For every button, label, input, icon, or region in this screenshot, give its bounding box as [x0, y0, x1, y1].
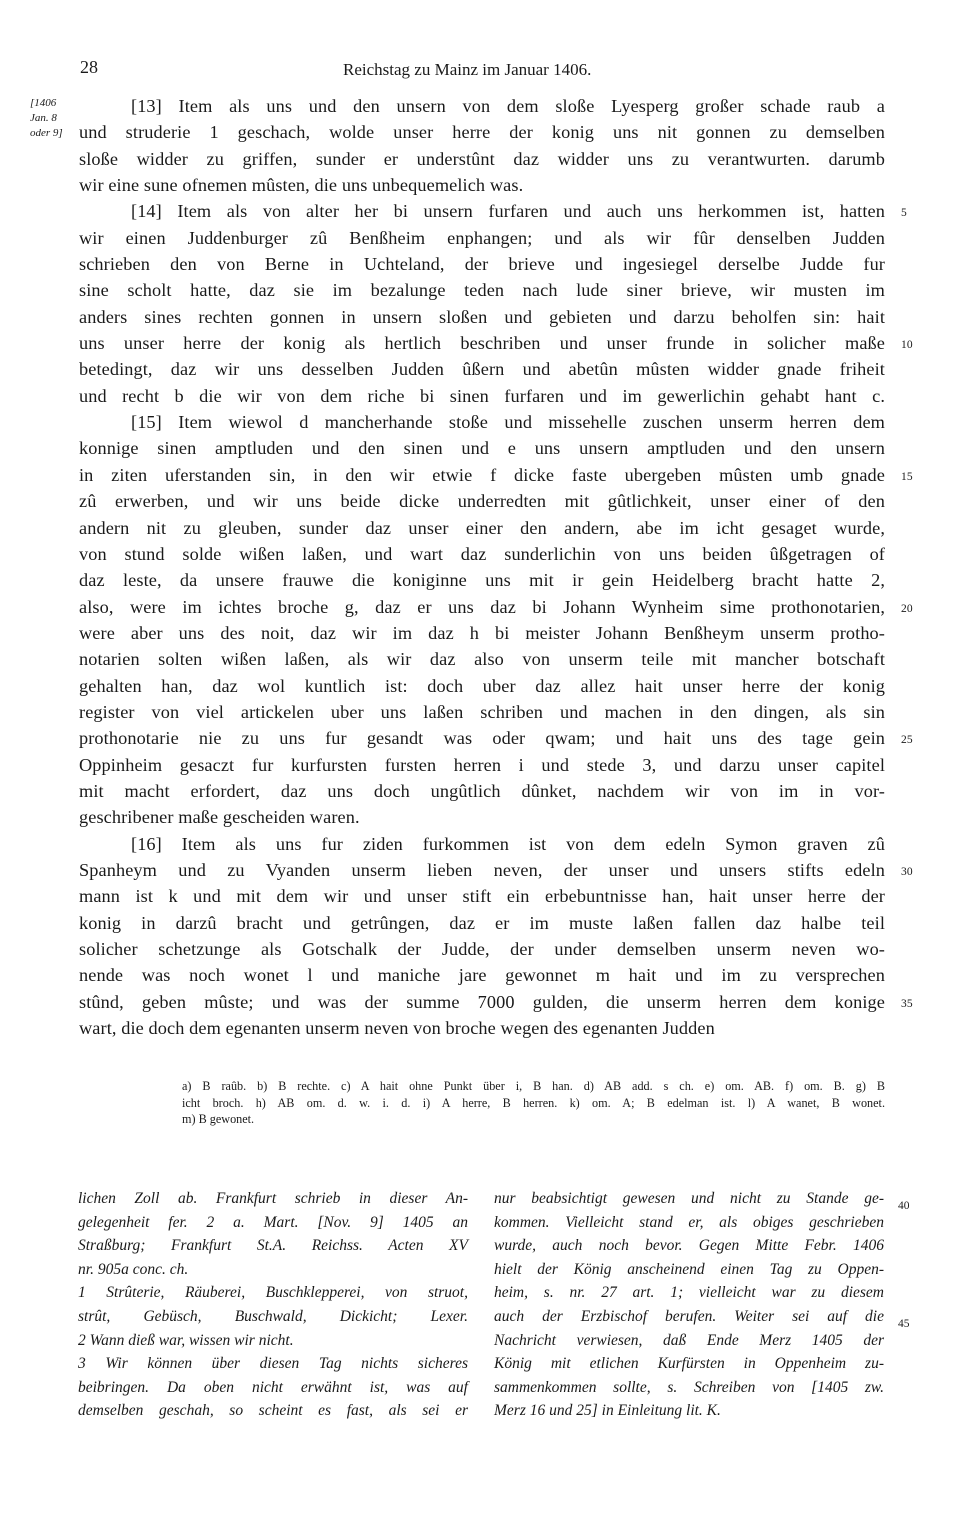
footnote-line: Merz 16 und 25] in Einleitung lit. K. — [494, 1402, 721, 1420]
text-line: zû erwerben, und wir uns beide dicke underredten mit gûtlichkeit, unser einer of den — [79, 491, 885, 512]
text-line: geschribener maße gescheiden waren. — [79, 807, 360, 828]
text-line: register von viel artickelen uber uns laßen schriben und machen in den dingen, als sin — [79, 701, 885, 722]
footnote-line: beibringen. Da oben nicht erwähnt ist, was auf — [78, 1378, 468, 1396]
text-line: mit macht erfordert, daz uns doch ungûtlich dûnket, nachdem wir von im in vor- — [79, 780, 885, 801]
apparatus-line: icht broch. h) AB om. d. w. i. d. i) A herre, B herren. k) om. A; B edelman ist. l) A wanet, B wonet. — [182, 1095, 885, 1110]
text-line: anders sines rechten gonnen in unsern sloßen und gebieten und darzu beholfen sin: hait — [79, 306, 885, 327]
text-line: sine scholt hatte, daz sie im bezalunge teden nach lude siner brieve, wir musten im — [79, 280, 885, 301]
text-line: [16] Item als uns fur ziden furkommen ist von dem edeln Symon graven zû — [131, 833, 885, 854]
text-line: sloße widder zu griffen, sunder er understûnt daz widder uns zu verantwurten. darumb — [79, 148, 885, 169]
text-line: andern nit zu gleuben, sunder daz unser einer den andern, abe im icht gesaget wurde, — [79, 517, 885, 538]
line-number: 30 — [901, 865, 913, 878]
footnote-line: auch der Erzbischof berufen. Weiter sei auf die — [494, 1307, 884, 1325]
footnote-line: strût, Gebüsch, Buschwald, Dickicht; Lexer. — [78, 1307, 468, 1325]
text-line: und struderie 1 geschach, wolde unser herre der konig uns nit gonnen zu demselben — [79, 122, 885, 143]
text-line: [14] Item als von alter her bi unsern furfaren und auch uns herkommen ist, hatten 5 — [79, 198, 885, 224]
footnote-line: nur beabsichtigt gewesen und nicht zu Stande ge- — [494, 1190, 884, 1207]
footnote-line: 3 Wir können über diesen Tag nichts sicheres — [78, 1355, 468, 1373]
margin-date-line: [1406 — [30, 97, 57, 109]
text-line: also, were im ichtes broche g, daz er uns daz bi Johann Wynheim sime prothonotarien, 20 — [79, 594, 885, 620]
text-line: solicher schetzunge als Gotschalk der Judde, der under demselben unserm neven wo- — [79, 939, 885, 959]
footnote-line: sammenkommen sollte, s. Schreiben von [1405 zw. — [494, 1378, 884, 1396]
line-number: 15 — [901, 470, 913, 483]
text-line: were aber uns des noit, daz wir im daz h bi meister Johann Benßheym unserm protho- — [79, 622, 885, 643]
apparatus-line: a) B raûb. b) B rechte. c) A hait ohne Punkt über i, B han. d) AB add. s ch. e) om. AB. f) om. B. g) B — [182, 1079, 885, 1093]
text-line: notarien solten wißen laßen, als wir daz also von unserm teile mit mancher botschaft — [79, 649, 885, 670]
line-number: 5 — [901, 207, 907, 220]
footnote-line: 2 Wann dieß war, wissen wir nicht. — [78, 1331, 294, 1349]
text-line: uns unser herre der konig als hertlich beschriben und unser frunde in solicher maße 10 — [79, 330, 885, 356]
footnote-line: Nachricht verwiesen, daß Ende Merz 1405 der — [494, 1331, 884, 1349]
line-number: 20 — [901, 602, 913, 615]
line-number: 45 — [898, 1318, 910, 1330]
line-number: 35 — [901, 997, 913, 1010]
line-number: 10 — [901, 339, 913, 352]
text-line: gehalten han, daz wol kuntlich ist: doch uber daz allez hait unser herre der konig — [79, 675, 885, 696]
footnote-line: heim, s. nr. 27 art. 1; vielleicht war zu diesem — [494, 1284, 884, 1302]
footnote-line: nr. 905a conc. ch. — [78, 1260, 189, 1278]
text-line: in ziten uferstanden sin, in den wir etwie f dicke faste ubergeben mûsten umb gnade 15 — [79, 462, 885, 488]
text-line: konig in darzû bracht und getrûngen, daz er im muste laßen fallen daz halbe teil — [79, 912, 885, 933]
margin-date-line: oder 9] — [30, 127, 63, 139]
footnote-line: hielt der König anscheinend einen Tag zu Oppen- — [494, 1260, 884, 1278]
footnote-line: kommen. Vielleicht stand er, als obiges geschrieben — [494, 1213, 884, 1231]
text-line: nende was noch wonet l und maniche jare gewonnet m hait und im zu versprechen — [79, 965, 885, 986]
page-number: 28 — [80, 57, 98, 77]
text-line: [15] Item wiewol d mancherhande stoße und missehelle zuschen unserm herren dem — [131, 412, 885, 433]
footnote-line: wurde, auch noch bevor. Gegen Mitte Febr. 1406 — [494, 1237, 884, 1255]
footnote-line: König mit etlichen Kurfürsten in Oppenheim zu- — [494, 1355, 884, 1373]
text-line: wart, die doch dem egenanten unserm neven von broche wegen des egenanten Judden — [79, 1018, 715, 1039]
line-number: 25 — [901, 734, 913, 747]
notes-left-column — [78, 1187, 468, 1423]
margin-date-line: Jan. 8 — [30, 112, 57, 124]
text-line: Oppinheim gesaczt fur kurfursten fursten herren i und stede 3, und darzu unser capitel — [79, 754, 885, 775]
text-line: stûnd, geben mûste; und was der summe 7000 gulden, die unserm herren dem konige 35 — [79, 989, 885, 1015]
text-line: konnige sinen amptluden und den sinen und e uns unsern amptluden und den unsern — [79, 438, 885, 459]
running-head: Reichstag zu Mainz im Januar 1406. — [343, 60, 592, 79]
footnote-line: Straßburg; Frankfurt St.A. Reichss. Acten XV — [78, 1237, 468, 1255]
critical-apparatus — [182, 1078, 885, 1128]
line-number: 40 — [898, 1200, 910, 1212]
text-line: prothonotarie nie zu uns fur gesandt was oder qwam; und hait uns des tage gein 25 — [79, 725, 885, 751]
text-line: wir eine sune ofnemen mûsten, die uns unbequemelich was. — [79, 175, 524, 196]
text-line: und recht b die wir von dem riche bi sinen furfaren und im gewerlichin gehabt hant c. — [79, 385, 885, 406]
text-line: von stund solde wißen laßen, und wart daz sunderlichin von uns beiden ûßgetragen of — [79, 543, 885, 564]
apparatus-line: m) B gewonet. — [182, 1112, 255, 1126]
footnote-line: gelegenheit fer. 2 a. Mart. [Nov. 9] 1405 an — [78, 1213, 468, 1231]
text-line: mann ist k und mit dem wir und unser stift ein erbebuntnisse han, hait unser herre der — [79, 886, 885, 907]
notes-right-column — [494, 1187, 884, 1423]
footnote-line: demselben geschah, so scheint es fast, als sei er — [78, 1402, 468, 1420]
text-line: Spanheym und zu Vyanden unserm lieben neven, der unser und unsers stifts edeln 30 — [79, 857, 885, 883]
text-line: wir einen Juddenburger zû Benßheim enphangen; und als wir fûr denselben Judden — [79, 227, 885, 248]
text-line: betedingt, daz wir uns desselben Judden ûßern und abetûn mûsten widder gnade friheit — [79, 359, 885, 380]
footnote-line: lichen Zoll ab. Frankfurt schrieb in dieser An- — [78, 1190, 468, 1207]
text-line: daz leste, da unsere frauwe die koniginne uns mit ir gein Heidelberg bracht hatte 2, — [79, 570, 885, 591]
main-text — [79, 93, 913, 1041]
text-line: [13] Item als uns und den unsern von dem sloße Lyesperg großer schade raub a — [131, 96, 885, 116]
footnote-line: 1 Strûterie, Räuberei, Buschklepperei, von struot, — [78, 1284, 468, 1302]
text-line: schrieben den von Berne in Uchteland, der brieve und ingesiegel derselbe Judde fur — [79, 254, 885, 275]
